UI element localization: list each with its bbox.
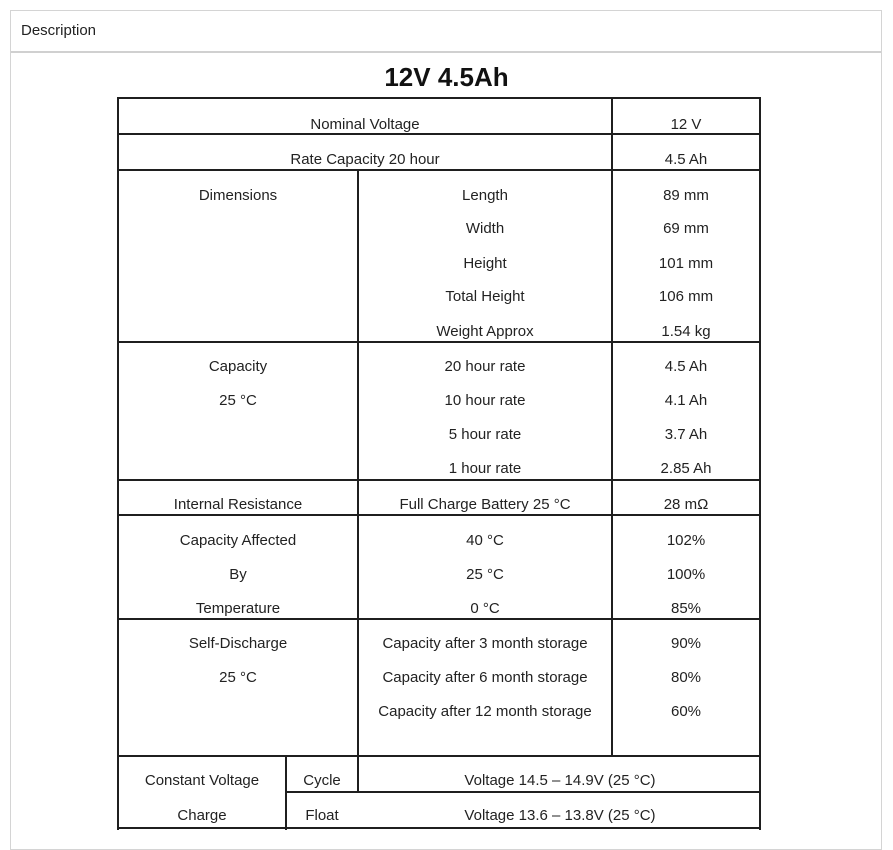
dimension-name: Height — [463, 255, 507, 272]
self-discharge-temp-label: 25 °C — [219, 669, 257, 686]
capacity-rate-name: 10 hour rate — [444, 392, 526, 409]
capacity-temp-label: 25 °C — [219, 392, 257, 409]
table-line — [357, 169, 359, 792]
temperature-name: 40 °C — [466, 532, 504, 549]
temperature-label: By — [229, 566, 247, 583]
capacity-rate-name: 5 hour rate — [448, 426, 522, 443]
self-discharge-value: 90% — [670, 635, 702, 652]
dimension-value: 89 mm — [663, 187, 709, 204]
internal-resistance-value: 28 mΩ — [663, 496, 709, 513]
temperature-value: 102% — [666, 532, 706, 549]
charge-voltage: Voltage 13.6 – 13.8V (25 °C) — [464, 807, 656, 824]
charge-voltage: Voltage 14.5 – 14.9V (25 °C) — [464, 772, 656, 789]
temperature-value: 100% — [666, 566, 706, 583]
rate-capacity-value: 4.5 Ah — [664, 151, 708, 168]
internal-resistance-label: Internal Resistance — [173, 496, 303, 513]
temperature-name: 25 °C — [466, 566, 504, 583]
capacity-rate-value: 2.85 Ah — [660, 460, 712, 477]
charge-label: Constant Voltage — [144, 772, 260, 789]
dimension-name: Weight Approx — [436, 323, 534, 340]
table-line — [118, 169, 761, 171]
dimensions-label: Dimensions — [198, 187, 278, 204]
table-line — [118, 618, 761, 620]
table-line — [285, 755, 287, 830]
dimension-value: 1.54 kg — [661, 323, 711, 340]
capacity-rate-value: 3.7 Ah — [664, 426, 708, 443]
self-discharge-value: 60% — [670, 703, 702, 720]
table-line — [118, 341, 761, 343]
table-line — [118, 97, 761, 99]
rate-capacity-label: Rate Capacity 20 hour — [290, 151, 440, 168]
dimension-value: 69 mm — [663, 220, 709, 237]
self-discharge-name: Capacity after 3 month storage — [382, 635, 588, 652]
table-line — [118, 514, 761, 516]
charge-label: Charge — [177, 807, 227, 824]
nominal-voltage-value: 12 V — [670, 116, 702, 133]
dimension-name: Length — [462, 187, 508, 204]
self-discharge-value: 80% — [670, 669, 702, 686]
temperature-label: Capacity Affected — [179, 532, 297, 549]
capacity-rate-value: 4.1 Ah — [664, 392, 708, 409]
capacity-rate-name: 20 hour rate — [444, 358, 526, 375]
capacity-label: Capacity — [208, 358, 268, 375]
table-line — [118, 755, 761, 757]
nominal-voltage-label: Nominal Voltage — [310, 116, 420, 133]
temperature-label: Temperature — [195, 600, 281, 617]
charge-mode: Float — [305, 807, 339, 824]
self-discharge-name: Capacity after 6 month storage — [382, 669, 588, 686]
description-tab-label: Description — [21, 22, 97, 39]
temperature-value: 85% — [670, 600, 702, 617]
self-discharge-name: Capacity after 12 month storage — [378, 703, 592, 720]
dimension-value: 106 mm — [658, 288, 714, 305]
capacity-rate-value: 4.5 Ah — [664, 358, 708, 375]
table-line — [118, 827, 761, 829]
charge-mode: Cycle — [303, 772, 341, 789]
self-discharge-label: Self-Discharge — [188, 635, 288, 652]
dimension-value: 101 mm — [658, 255, 714, 272]
product-title: 12V 4.5Ah — [384, 62, 509, 92]
capacity-rate-name: 1 hour rate — [448, 460, 522, 477]
table-line — [117, 97, 119, 830]
internal-resistance-condition: Full Charge Battery 25 °C — [399, 496, 571, 513]
table-line — [118, 479, 761, 481]
table-line — [118, 133, 761, 135]
dimension-name: Width — [465, 220, 505, 237]
table-line — [611, 97, 613, 756]
dimension-name: Total Height — [445, 288, 525, 305]
table-line — [759, 97, 761, 830]
temperature-name: 0 °C — [470, 600, 500, 617]
